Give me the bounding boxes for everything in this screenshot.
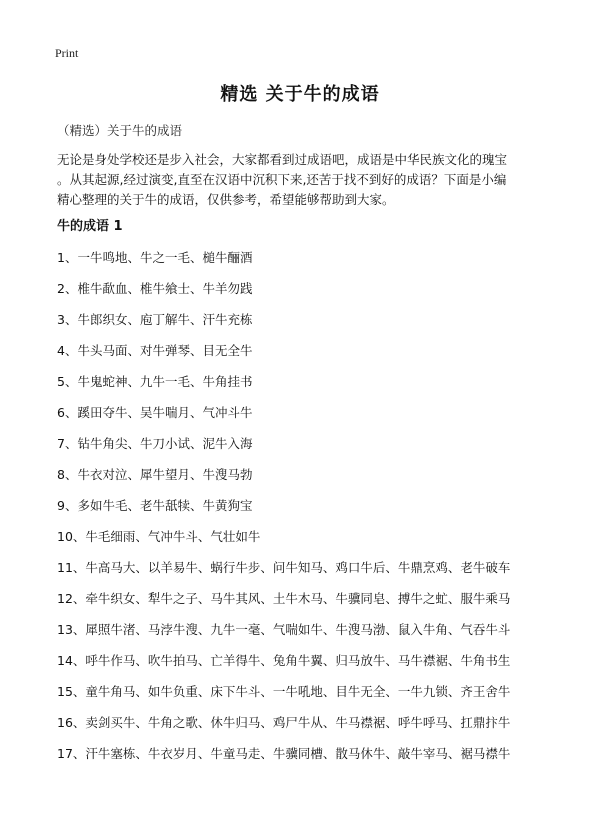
idiom-row-16: 16、卖剑买牛、牛角之歌、休牛归马、鸡尸牛从、牛马襟裾、呼牛呼马、扛鼎抃牛	[57, 715, 511, 730]
idiom-row-10: 10、牛毛细雨、气冲牛斗、气壮如牛	[57, 529, 261, 544]
idiom-row-17: 17、汗牛塞栋、牛衣岁月、牛童马走、牛骥同槽、散马休牛、敲牛宰马、裾马襟牛	[57, 746, 511, 761]
idiom-row-8: 8、牛衣对泣、犀牛望月、牛溲马勃	[57, 467, 253, 482]
idiom-row-3: 3、牛郎织女、庖丁解牛、汗牛充栋	[57, 312, 253, 327]
idiom-row-11: 11、牛高马大、以羊易牛、蜗行牛步、问牛知马、鸡口牛后、牛鼎烹鸡、老牛破车	[57, 560, 511, 575]
idiom-row-2: 2、椎牛歃血、椎牛飨士、牛羊勿践	[57, 281, 253, 296]
document-subtitle: （精选）关于牛的成语	[57, 123, 183, 138]
idiom-row-5: 5、牛鬼蛇神、九牛一毛、牛角挂书	[57, 374, 253, 389]
idiom-row-9: 9、多如牛毛、老牛舐犊、牛黄狗宝	[57, 498, 253, 513]
idiom-row-1: 1、一牛鸣地、牛之一毛、槌牛酾酒	[57, 250, 253, 265]
idiom-row-13: 13、犀照牛渚、马浡牛溲、九牛一毫、气喘如牛、牛溲马渤、鼠入牛角、气吞牛斗	[57, 622, 511, 637]
intro-paragraph: 无论是身处学校还是步入社会，大家都看到过成语吧，成语是中华民族文化的瑰宝 。从其起源,经过演变,直至在汉语中沉积下来,还苦于找不到好的成语？下面是小编 精心整理的关于牛的成语，仅供参考，希望能够帮助到大家。	[57, 152, 508, 207]
idiom-row-4: 4、牛头马面、对牛弹琴、目无全牛	[57, 343, 253, 358]
idiom-list	[57, 248, 557, 775]
section-heading: 牛的成语 1	[57, 219, 123, 234]
idiom-row-14: 14、呼牛作马、吹牛拍马、亡羊得牛、兔角牛翼、归马放牛、马牛襟裾、牛角书生	[57, 653, 511, 668]
print-label: Print	[55, 46, 79, 60]
document-title: 精选 关于牛的成语	[220, 84, 380, 105]
idiom-row-7: 7、钻牛角尖、牛刀小试、泥牛入海	[57, 436, 253, 451]
idiom-row-6: 6、蹊田夺牛、吴牛喘月、气冲斗牛	[57, 405, 253, 420]
idiom-row-15: 15、童牛角马、如牛负重、床下牛斗、一牛吼地、目牛无全、一牛九锁、齐王舍牛	[57, 684, 511, 699]
idiom-row-12: 12、牵牛织女、犁牛之子、马牛其风、土牛木马、牛骥同皂、搏牛之虻、服牛乘马	[57, 591, 511, 606]
